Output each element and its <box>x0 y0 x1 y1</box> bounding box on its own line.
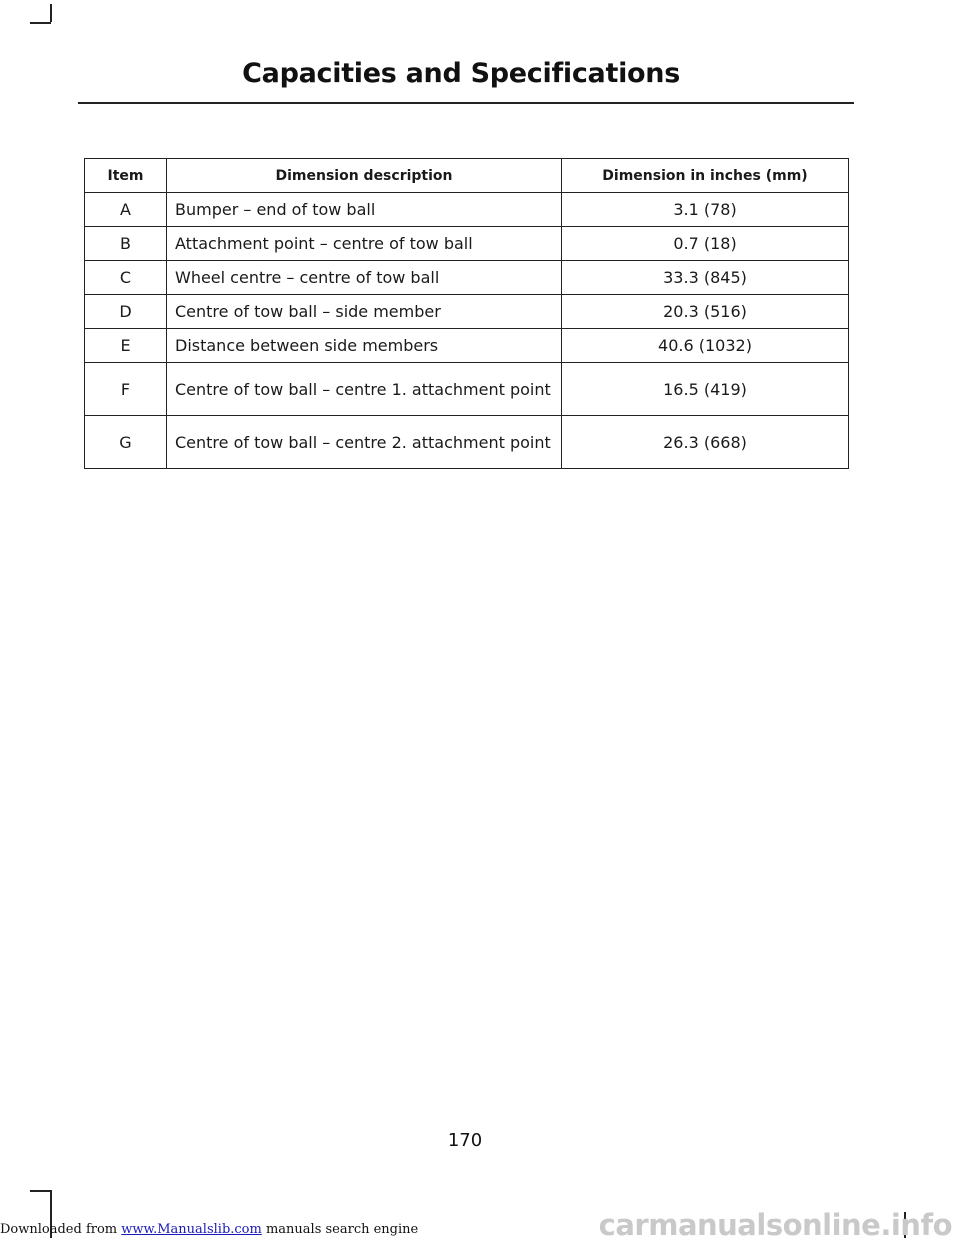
row-value: 26.3 (668) <box>562 416 849 469</box>
row-value: 0.7 (18) <box>562 227 849 261</box>
table-header-row <box>85 159 849 193</box>
table-row <box>85 363 849 416</box>
dimensions-table <box>84 158 849 469</box>
header-divider <box>78 102 854 104</box>
row-value: 33.3 (845) <box>562 261 849 295</box>
row-description: Wheel centre – centre of tow ball <box>167 261 562 295</box>
row-description: Bumper – end of tow ball <box>167 193 562 227</box>
row-description: Centre of tow ball – side member <box>167 295 562 329</box>
manualslib-link[interactable]: www.Manualslib.com <box>121 1222 262 1237</box>
page-number: 170 <box>447 1130 483 1151</box>
row-value: 40.6 (1032) <box>562 329 849 363</box>
table-row <box>85 295 849 329</box>
column-header-value: Dimension in inches (mm) <box>562 159 849 193</box>
row-item: E <box>85 329 167 363</box>
table-row <box>85 329 849 363</box>
row-value: 3.1 (78) <box>562 193 849 227</box>
crop-mark-top-left-vertical <box>50 4 52 22</box>
site-watermark: carmanualsonline.info <box>598 1208 952 1242</box>
row-value: 16.5 (419) <box>562 363 849 416</box>
table-row <box>85 261 849 295</box>
crop-mark-top-left-horizontal <box>30 22 51 24</box>
row-description: Centre of tow ball – centre 2. attachment point <box>167 416 562 469</box>
row-description: Attachment point – centre of tow ball <box>167 227 562 261</box>
row-item: G <box>85 416 167 469</box>
crop-mark-bottom-left-horizontal <box>30 1190 51 1192</box>
column-header-item: Item <box>85 159 167 193</box>
row-item: C <box>85 261 167 295</box>
row-item: B <box>85 227 167 261</box>
page-title: Capacities and Specifications <box>242 58 680 89</box>
row-value: 20.3 (516) <box>562 295 849 329</box>
row-description: Centre of tow ball – centre 1. attachment point <box>167 363 562 416</box>
table-row <box>85 227 849 261</box>
row-item: D <box>85 295 167 329</box>
column-header-description: Dimension description <box>167 159 562 193</box>
row-item: F <box>85 363 167 416</box>
table-row <box>85 193 849 227</box>
table-row <box>85 416 849 469</box>
footer-prefix: Downloaded from <box>0 1222 122 1237</box>
row-description: Distance between side members <box>167 329 562 363</box>
footer-suffix: manuals search engine <box>261 1222 419 1237</box>
download-footer <box>0 1222 418 1237</box>
row-item: A <box>85 193 167 227</box>
